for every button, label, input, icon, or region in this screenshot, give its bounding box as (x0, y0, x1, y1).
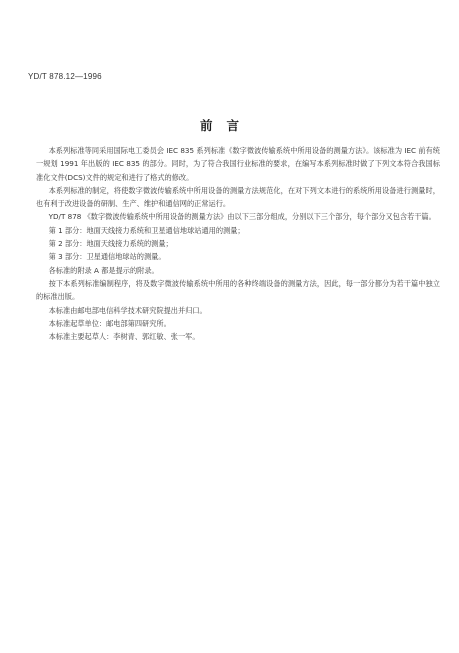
paragraph-proposer: 本标准由邮电部电信科学技术研究院提出并归口。 (48, 305, 207, 315)
paragraph-appendix: 各标准的附录 A 都是提示的附录。 (48, 265, 159, 275)
paragraph-publication: 按下本系列标准编制程序，将及数字微波传输系统中所用的各种终端设备的测量方法，因此，每一部分都分为若干篇中独立的标准出版。 (36, 278, 440, 302)
paragraph-drafting-unit: 本标准起草单位：邮电部第四研究所。 (48, 318, 171, 328)
paragraph-adoption: 本系列标准等同采用国际电工委员会 IEC 835 系列标准《数字微波传输系统中所用设备的测量方法》。该标准为 IEC 前有统一规划 1991 年出版的 IEC 835 的部分。同时，为了符合我国行业标准的要求，在编写本系列标准时做了下列文本符合我国标准化文件(DCS)文件的规定和进行了格式的修改。 (36, 146, 440, 182)
page-title: 前言 (200, 118, 254, 133)
foreword-body (36, 144, 440, 343)
paragraph-part-1: 第 1 部分：地面天线接力系统和卫星通信地球站通用的测量； (48, 225, 245, 235)
standard-code: YD/T 878.12—1996 (28, 72, 102, 81)
paragraph-drafters: 本标准主要起草人：李树青、郭红敏、张一军。 (48, 332, 200, 342)
paragraph-structure: YD/T 878 《数字微波传输系统中所用设备的测量方法》由以下三部分组成，分别以下三个部分，每个部分又包含若干篇。 (48, 212, 436, 222)
paragraph-part-3: 第 3 部分：卫星通信地球站的测量。 (48, 252, 166, 262)
paragraph-part-2: 第 2 部分：地面天线接力系统的测量； (48, 239, 173, 249)
paragraph-purpose: 本系列标准的制定，将使数字微波传输系统中所用设备的测量方法规范化，在对下列文本进行的系统所用设备进行测量时，也有利于改进设备的研制、生产、维护和通信网的正常运行。 (36, 185, 440, 209)
